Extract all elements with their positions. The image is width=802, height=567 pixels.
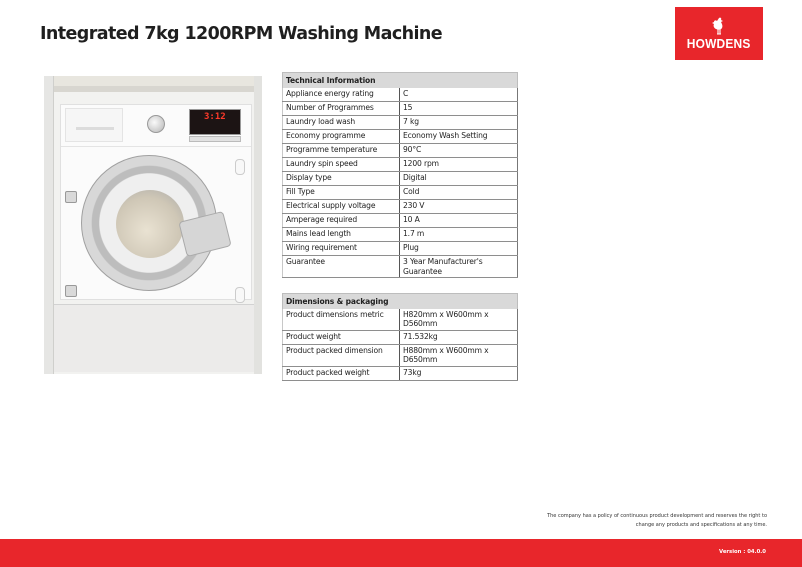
spec-label: Economy programme: [283, 130, 400, 144]
spec-value: 230 V: [400, 200, 518, 214]
spec-label: Programme temperature: [283, 144, 400, 158]
spec-value: 73kg: [400, 366, 518, 380]
control-buttons: [189, 136, 241, 142]
cabinet-top: [44, 76, 262, 92]
latch-icon: [235, 287, 245, 303]
disclaimer-line: change any products and specifications at any time.: [635, 521, 767, 528]
table-row: [283, 256, 518, 278]
cabinet-side: [254, 76, 262, 374]
disclaimer: [507, 512, 767, 529]
spec-value: 3 Year Manufacturer's Guarantee: [400, 256, 518, 278]
table-row: [283, 330, 518, 344]
spec-value: Economy Wash Setting: [400, 130, 518, 144]
spec-label: Guarantee: [283, 256, 400, 278]
detergent-drawer: [65, 108, 123, 142]
spec-value: 90°C: [400, 144, 518, 158]
table-row: [283, 309, 518, 331]
table-row: [283, 88, 518, 102]
table-heading: Dimensions & packaging: [283, 294, 518, 309]
table-row: [283, 144, 518, 158]
spec-label: Laundry spin speed: [283, 158, 400, 172]
table-row: [283, 172, 518, 186]
spec-value: 15: [400, 102, 518, 116]
cabinet-side: [44, 76, 54, 374]
table-row: [283, 158, 518, 172]
spec-label: Wiring requirement: [283, 242, 400, 256]
disclaimer-line: The company has a policy of continuous product development and reserves the right to: [547, 513, 767, 519]
table-heading: Technical Information: [283, 73, 518, 88]
hinge-icon: [65, 285, 77, 297]
spec-value: 1200 rpm: [400, 158, 518, 172]
spec-label: Fill Type: [283, 186, 400, 200]
spec-value: 7 kg: [400, 116, 518, 130]
display-reading: 3:12: [204, 112, 226, 122]
table-row: [283, 242, 518, 256]
spec-label: Product packed dimension: [283, 344, 400, 366]
spec-value: H820mm x W600mm x D560mm: [400, 309, 518, 331]
latch-icon: [235, 159, 245, 175]
technical-information-table: [282, 72, 518, 278]
door: [81, 155, 217, 291]
footer-bar: [0, 539, 802, 567]
spec-value: 1.7 m: [400, 228, 518, 242]
spec-label: Amperage required: [283, 214, 400, 228]
table-row: [283, 186, 518, 200]
howdens-logo: [675, 7, 763, 60]
hinge-icon: [65, 191, 77, 203]
spec-label: Appliance energy rating: [283, 88, 400, 102]
product-image: [44, 76, 262, 374]
spec-label: Product packed weight: [283, 366, 400, 380]
spec-label: Electrical supply voltage: [283, 200, 400, 214]
spec-value: Cold: [400, 186, 518, 200]
spec-label: Product weight: [283, 330, 400, 344]
table-row: [283, 116, 518, 130]
spec-label: Mains lead length: [283, 228, 400, 242]
digital-display: [189, 109, 241, 135]
spec-label: Display type: [283, 172, 400, 186]
door-glass: [116, 190, 184, 258]
spec-label: Number of Programmes: [283, 102, 400, 116]
table-row: [283, 200, 518, 214]
control-panel: [61, 105, 251, 147]
table-row: [283, 130, 518, 144]
door-handle: [178, 211, 231, 257]
spec-value: H880mm x W600mm x D650mm: [400, 344, 518, 366]
table-row: [283, 214, 518, 228]
table-row: [283, 102, 518, 116]
cockerel-icon: [711, 17, 727, 35]
spec-value: 71.532kg: [400, 330, 518, 344]
table-row: [283, 366, 518, 380]
table-row: [283, 228, 518, 242]
spec-label: Laundry load wash: [283, 116, 400, 130]
washing-machine: [60, 104, 252, 300]
brand-name: HOWDENS: [687, 36, 751, 51]
spec-value: 10 A: [400, 214, 518, 228]
dimensions-packaging-table: [282, 293, 518, 381]
cabinet-plinth: [54, 304, 254, 372]
spec-value: C: [400, 88, 518, 102]
spec-value: Digital: [400, 172, 518, 186]
table-row: [283, 344, 518, 366]
version-label: Version : 04.0.0: [719, 549, 766, 555]
programme-dial: [147, 115, 165, 133]
page-title: Integrated 7kg 1200RPM Washing Machine: [40, 24, 442, 44]
spec-value: Plug: [400, 242, 518, 256]
spec-label: Product dimensions metric: [283, 309, 400, 331]
